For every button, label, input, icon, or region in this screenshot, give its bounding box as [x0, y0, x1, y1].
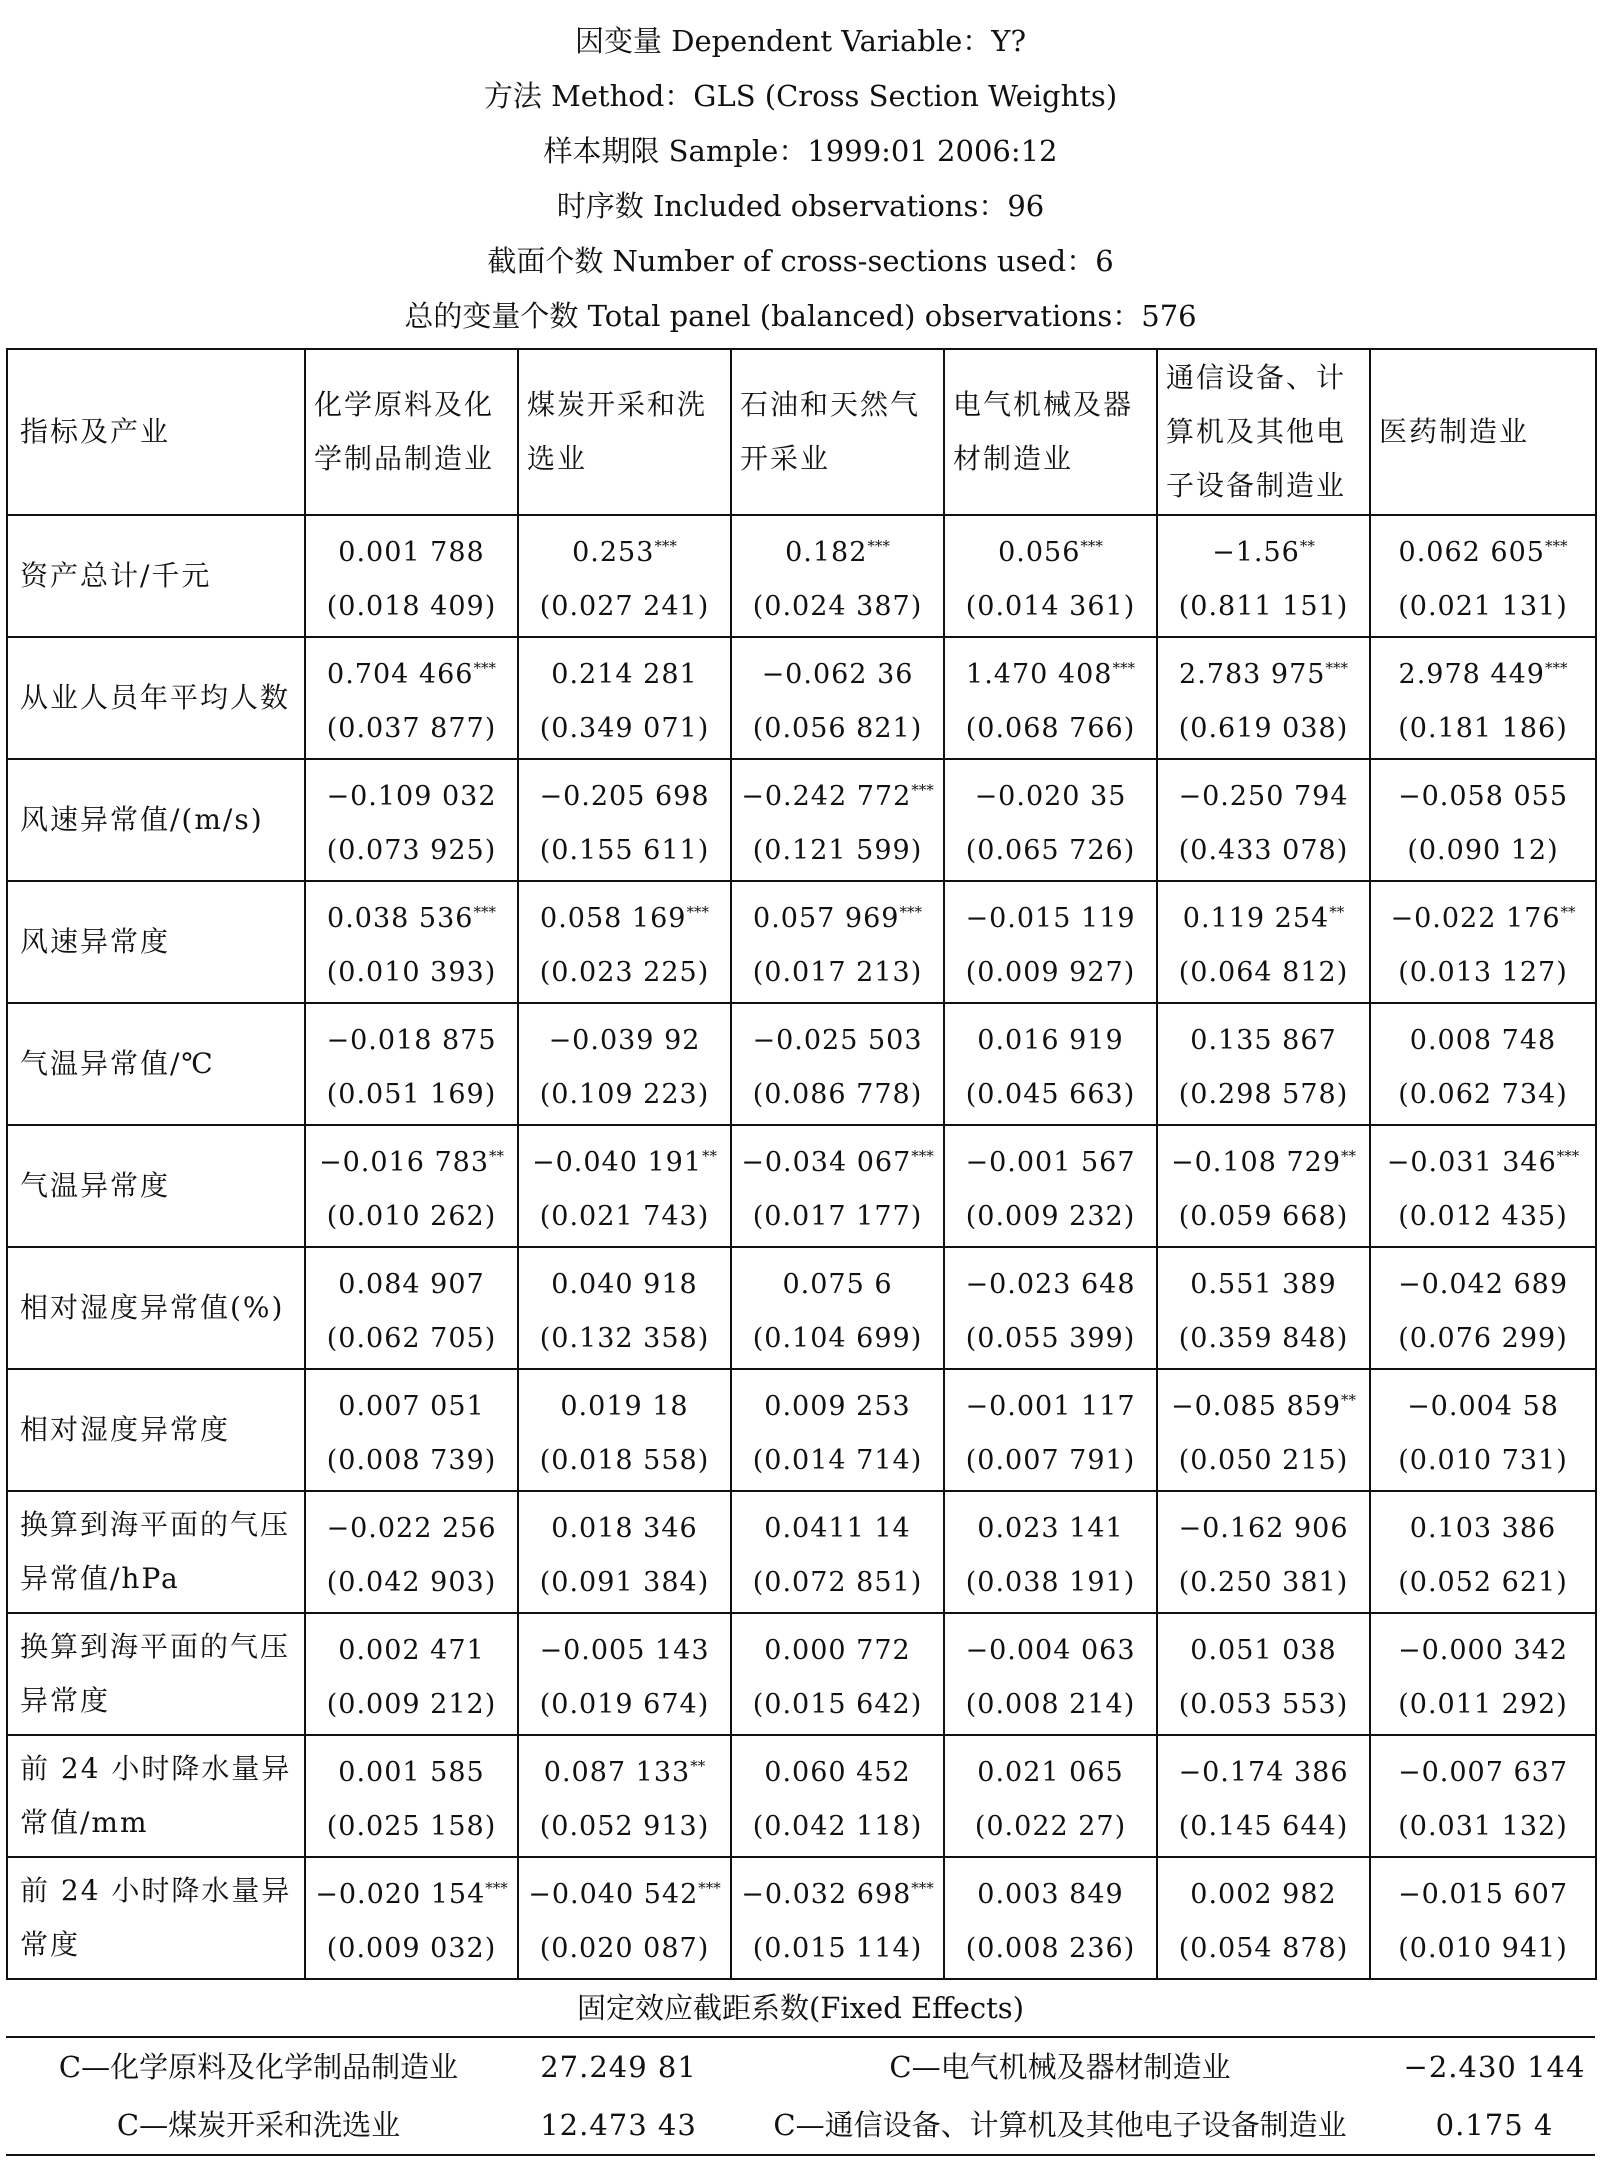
standard-error: (0.109 223): [539, 1078, 710, 1110]
standard-error: (0.015 114): [752, 1932, 923, 1964]
coefficient-cell: [305, 1735, 518, 1857]
row-label: 从业人员年平均人数: [7, 637, 305, 759]
standard-error: (0.073 925): [326, 834, 497, 866]
coefficient-value: 0.023 141: [977, 1512, 1124, 1544]
coefficient-cell: [1370, 1247, 1596, 1369]
coefficient-value: 0.135 867: [1190, 1024, 1337, 1056]
coefficient-cell: [518, 1125, 731, 1247]
coefficient-value: −0.031 346: [1386, 1146, 1557, 1178]
coefficient-cell: [518, 637, 731, 759]
coefficient-value: 0.051 038: [1190, 1634, 1337, 1666]
significance-stars: ***: [654, 536, 677, 555]
table-row: [7, 759, 1596, 881]
coefficient-cell: [1157, 1247, 1370, 1369]
coefficient-value: −0.174 386: [1178, 1756, 1349, 1788]
coefficient-cell: [1370, 1735, 1596, 1857]
row-label: 资产总计/千元: [7, 515, 305, 637]
significance-stars: **: [489, 1146, 505, 1165]
standard-error: (0.065 726): [965, 834, 1136, 866]
standard-error: (0.053 553): [1178, 1688, 1349, 1720]
standard-error: (0.013 127): [1398, 956, 1568, 988]
significance-stars: **: [1299, 536, 1315, 555]
standard-error: (0.090 12): [1407, 834, 1559, 866]
significance-stars: ***: [1556, 1146, 1580, 1165]
column-header: 化学原料及化学制品制造业: [305, 349, 518, 515]
standard-error: (0.009 032): [326, 1932, 497, 1964]
coefficient-value: −0.007 637: [1397, 1756, 1569, 1788]
header-line: 因变量 Dependent Variable：Y?: [574, 24, 1026, 58]
significance-stars: ***: [911, 1146, 934, 1165]
coefficient-value: −0.039 92: [548, 1024, 701, 1056]
coefficient-value: 0.056: [998, 536, 1081, 568]
coefficient-cell: [305, 881, 518, 1003]
coefficient-value: 0.084 907: [338, 1268, 485, 1300]
coefficient-cell: [305, 1125, 518, 1247]
standard-error: (0.091 384): [539, 1566, 710, 1598]
coefficient-value: −0.062 36: [761, 658, 914, 690]
coefficient-value: 0.008 748: [1409, 1024, 1557, 1056]
standard-error: (0.017 177): [752, 1200, 923, 1232]
significance-stars: ***: [911, 780, 934, 799]
standard-error: (0.031 132): [1398, 1810, 1568, 1842]
intercept-value: 0.175 4: [1435, 2108, 1554, 2142]
significance-stars: ***: [1544, 658, 1568, 677]
row-label: 相对湿度异常值(%): [7, 1247, 305, 1369]
coefficient-value: 0.001 585: [338, 1756, 485, 1788]
standard-error: (0.056 821): [752, 712, 923, 744]
coefficient-value: 0.021 065: [977, 1756, 1124, 1788]
table-row: [7, 1857, 1596, 1979]
coefficient-value: −0.000 342: [1397, 1634, 1569, 1666]
standard-error: (0.298 578): [1178, 1078, 1349, 1110]
row-label: 换算到海平面的气压异常度: [7, 1613, 305, 1735]
coefficient-cell: [518, 1003, 731, 1125]
coefficient-cell: [1370, 1003, 1596, 1125]
coefficient-value: 0.000 772: [764, 1634, 911, 1666]
coefficient-value: 0.002 982: [1190, 1878, 1337, 1910]
significance-stars: **: [1329, 902, 1345, 921]
significance-stars: **: [702, 1146, 718, 1165]
industry-label: C—化学原料及化学制品制造业: [58, 2050, 459, 2084]
coefficient-cell: [1157, 1125, 1370, 1247]
significance-stars: **: [1560, 902, 1576, 921]
coefficient-value: 0.009 253: [764, 1390, 911, 1422]
standard-error: (0.055 399): [965, 1322, 1136, 1354]
standard-error: (0.104 699): [752, 1322, 923, 1354]
coefficient-value: −0.042 689: [1397, 1268, 1569, 1300]
coefficient-value: 0.182: [785, 536, 868, 568]
coefficient-value: 2.978 449: [1398, 658, 1545, 690]
standard-error: (0.021 743): [539, 1200, 710, 1232]
standard-error: (0.349 071): [539, 712, 710, 744]
significance-stars: ***: [1325, 658, 1348, 677]
coefficient-cell: [305, 1003, 518, 1125]
standard-error: (0.811 151): [1178, 590, 1349, 622]
coefficient-value: −0.032 698: [741, 1878, 912, 1910]
table-bottom-rule: [6, 2154, 1595, 2156]
standard-error: (0.052 913): [539, 1810, 710, 1842]
coefficient-cell: [731, 1247, 944, 1369]
coefficient-cell: [1157, 637, 1370, 759]
standard-error: (0.017 213): [752, 956, 923, 988]
coefficient-value: 0.075 6: [782, 1268, 893, 1300]
standard-error: (0.015 642): [752, 1688, 923, 1720]
coefficient-value: −0.025 503: [752, 1024, 923, 1056]
coefficient-cell: [731, 1125, 944, 1247]
standard-error: (0.132 358): [539, 1322, 710, 1354]
significance-stars: ***: [485, 1878, 508, 1897]
coefficient-cell: [1157, 1003, 1370, 1125]
standard-error: (0.022 27): [974, 1810, 1127, 1842]
significance-stars: ***: [473, 658, 496, 677]
coefficient-cell: [518, 1857, 731, 1979]
coefficient-cell: [944, 881, 1157, 1003]
significance-stars: ***: [1544, 536, 1568, 555]
standard-error: (0.059 668): [1178, 1200, 1349, 1232]
coefficient-value: 0.057 969: [753, 902, 900, 934]
standard-error: (0.008 739): [326, 1444, 497, 1476]
coefficient-cell: [518, 881, 731, 1003]
standard-error: (0.433 078): [1178, 834, 1349, 866]
coefficient-value: 0.062 605: [1398, 536, 1545, 568]
table-row: [7, 1491, 1596, 1613]
significance-stars: ***: [1080, 536, 1103, 555]
coefficient-cell: [731, 1857, 944, 1979]
coefficient-value: 0.103 386: [1409, 1512, 1557, 1544]
standard-error: (0.121 599): [752, 834, 923, 866]
coefficient-cell: [518, 1735, 731, 1857]
coefficient-value: −0.023 648: [965, 1268, 1136, 1300]
coefficient-cell: [731, 1491, 944, 1613]
standard-error: (0.076 299): [1398, 1322, 1568, 1354]
coefficient-cell: [944, 1857, 1157, 1979]
coefficient-cell: [305, 515, 518, 637]
standard-error: (0.042 118): [752, 1810, 923, 1842]
coefficient-value: 0.007 051: [338, 1390, 485, 1422]
fixed-effects-title: 固定效应截距系数(Fixed Effects): [6, 1980, 1595, 2038]
column-header: 电气机械及器材制造业: [944, 349, 1157, 515]
standard-error: (0.068 766): [965, 712, 1136, 744]
coefficient-value: −0.015 607: [1397, 1878, 1569, 1910]
column-header: 煤炭开采和洗选业: [518, 349, 731, 515]
regression-header: [6, 14, 1595, 344]
coefficient-value: −1.56: [1212, 536, 1300, 568]
standard-error: (0.062 705): [326, 1322, 497, 1354]
significance-stars: **: [1341, 1390, 1357, 1409]
coefficient-value: 0.019 18: [560, 1390, 689, 1422]
fixed-effects-rows: [6, 2038, 1595, 2156]
coefficient-value: 0.214 281: [551, 658, 698, 690]
coefficient-cell: [1370, 637, 1596, 759]
coefficient-value: 0.038 536: [327, 902, 474, 934]
significance-stars: ***: [473, 902, 496, 921]
coefficient-cell: [1157, 1491, 1370, 1613]
coefficient-cell: [944, 759, 1157, 881]
coefficient-cell: [944, 1125, 1157, 1247]
coefficient-value: −0.022 176: [1390, 902, 1561, 934]
column-header: 医药制造业: [1370, 349, 1596, 515]
standard-error: (0.042 903): [326, 1566, 497, 1598]
standard-error: (0.018 558): [539, 1444, 710, 1476]
coefficient-cell: [305, 1247, 518, 1369]
significance-stars: **: [690, 1756, 706, 1775]
standard-error: (0.009 927): [965, 956, 1136, 988]
coefficient-value: 0.003 849: [977, 1878, 1124, 1910]
table-row: [7, 1003, 1596, 1125]
coefficient-value: −0.015 119: [965, 902, 1136, 934]
industry-label: C—电气机械及器材制造业: [889, 2050, 1231, 2084]
coefficient-value: 0.040 918: [551, 1268, 698, 1300]
standard-error: (0.086 778): [752, 1078, 923, 1110]
coefficient-cell: [1157, 515, 1370, 637]
row-label: 风速异常度: [7, 881, 305, 1003]
standard-error: (0.010 731): [1398, 1444, 1568, 1476]
standard-error: (0.012 435): [1398, 1200, 1568, 1232]
coefficient-value: −0.004 58: [1407, 1390, 1559, 1422]
standard-error: (0.062 734): [1398, 1078, 1568, 1110]
coefficient-cell: [944, 1003, 1157, 1125]
standard-error: (0.008 214): [965, 1688, 1136, 1720]
coefficient-cell: [731, 637, 944, 759]
coefficient-value: 0.016 919: [977, 1024, 1124, 1056]
standard-error: (0.359 848): [1178, 1322, 1349, 1354]
coefficient-value: 2.783 975: [1179, 658, 1326, 690]
coefficient-cell: [305, 759, 518, 881]
fixed-effects-row: [6, 2038, 1595, 2096]
coefficient-cell: [944, 515, 1157, 637]
coefficient-value: −0.034 067: [741, 1146, 912, 1178]
coefficient-value: −0.018 875: [326, 1024, 497, 1056]
standard-error: (0.052 621): [1398, 1566, 1568, 1598]
intercept-value: −2.430 144: [1403, 2050, 1586, 2084]
coefficient-cell: [305, 1369, 518, 1491]
table-row: [7, 881, 1596, 1003]
row-label: 相对湿度异常度: [7, 1369, 305, 1491]
standard-error: (0.181 186): [1398, 712, 1568, 744]
coefficient-cell: [1370, 1125, 1596, 1247]
coefficient-cell: [1370, 515, 1596, 637]
row-label: 风速异常值/(m/s): [7, 759, 305, 881]
coefficient-cell: [518, 1491, 731, 1613]
coefficient-value: −0.242 772: [741, 780, 912, 812]
coefficient-value: −0.085 859: [1170, 1390, 1342, 1422]
intercept-value: 27.249 81: [540, 2050, 697, 2084]
coefficient-value: −0.001 567: [965, 1146, 1136, 1178]
coefficient-value: −0.040 191: [531, 1146, 703, 1178]
coefficient-cell: [731, 515, 944, 637]
standard-error: (0.037 877): [326, 712, 497, 744]
coefficient-cell: [518, 515, 731, 637]
coefficient-cell: [731, 881, 944, 1003]
coefficient-cell: [1157, 1857, 1370, 1979]
standard-error: (0.019 674): [539, 1688, 710, 1720]
coefficient-cell: [731, 1003, 944, 1125]
standard-error: (0.024 387): [752, 590, 923, 622]
industry-label: C—煤炭开采和洗选业: [116, 2108, 401, 2142]
standard-error: (0.027 241): [539, 590, 710, 622]
table-row: [7, 1125, 1596, 1247]
significance-stars: ***: [911, 1878, 934, 1897]
table-row: [7, 1247, 1596, 1369]
coefficient-cell: [1157, 1369, 1370, 1491]
table-body: [7, 515, 1596, 1979]
standard-error: (0.064 812): [1178, 956, 1349, 988]
coefficient-value: −0.020 154: [315, 1878, 486, 1910]
coefficient-value: 0.018 346: [551, 1512, 698, 1544]
coefficient-value: −0.162 906: [1178, 1512, 1349, 1544]
standard-error: (0.051 169): [326, 1078, 497, 1110]
header-line: 截面个数 Number of cross-sections used：6: [487, 244, 1114, 278]
column-header: 通信设备、计算机及其他电子设备制造业: [1157, 349, 1370, 515]
coefficient-value: 0.551 389: [1190, 1268, 1337, 1300]
standard-error: (0.619 038): [1178, 712, 1349, 744]
coefficient-cell: [944, 1735, 1157, 1857]
coefficient-value: −0.004 063: [965, 1634, 1136, 1666]
coefficient-value: 0.060 452: [764, 1756, 911, 1788]
standard-error: (0.021 131): [1398, 590, 1568, 622]
intercept-value: 12.473 43: [540, 2108, 697, 2142]
coefficient-cell: [305, 1491, 518, 1613]
coefficient-value: −0.109 032: [326, 780, 497, 812]
coefficient-value: 0.119 254: [1182, 902, 1330, 934]
coefficient-cell: [1157, 881, 1370, 1003]
significance-stars: ***: [867, 536, 890, 555]
fixed-effects-row: [6, 2096, 1595, 2154]
coefficient-value: −0.040 542: [528, 1878, 699, 1910]
coefficient-cell: [1370, 1857, 1596, 1979]
coefficient-value: 0.001 788: [338, 536, 485, 568]
header-line: 样本期限 Sample：1999:01 2006:12: [543, 134, 1058, 168]
standard-error: (0.155 611): [539, 834, 710, 866]
coefficient-value: −0.016 783: [318, 1146, 490, 1178]
coefficient-cell: [944, 1613, 1157, 1735]
header-line: 时序数 Included observations：96: [556, 189, 1045, 223]
header-line: 总的变量个数 Total panel (balanced) observations：576: [404, 299, 1197, 333]
coefficient-value: −0.001 117: [965, 1390, 1136, 1422]
standard-error: (0.011 292): [1398, 1688, 1568, 1720]
coefficient-cell: [1370, 759, 1596, 881]
standard-error: (0.014 714): [752, 1444, 923, 1476]
header-line: 方法 Method：GLS (Cross Section Weights): [483, 79, 1118, 113]
significance-stars: **: [1341, 1146, 1357, 1165]
table-row: [7, 1735, 1596, 1857]
coefficient-value: 0.087 133: [543, 1756, 691, 1788]
coefficient-cell: [1157, 1613, 1370, 1735]
standard-error: (0.018 409): [326, 590, 497, 622]
coefficient-cell: [305, 637, 518, 759]
significance-stars: ***: [1112, 658, 1135, 677]
standard-error: (0.020 087): [539, 1932, 710, 1964]
coefficient-cell: [518, 759, 731, 881]
coefficient-cell: [518, 1369, 731, 1491]
standard-error: (0.038 191): [965, 1566, 1136, 1598]
table-header-row: [7, 349, 1596, 515]
standard-error: (0.054 878): [1178, 1932, 1349, 1964]
significance-stars: ***: [899, 902, 922, 921]
coefficient-value: −0.108 729: [1170, 1146, 1342, 1178]
coefficient-cell: [1370, 1613, 1596, 1735]
coefficient-value: −0.058 055: [1397, 780, 1569, 812]
standard-error: (0.145 644): [1178, 1810, 1349, 1842]
standard-error: (0.045 663): [965, 1078, 1136, 1110]
coefficient-value: −0.005 143: [539, 1634, 710, 1666]
table-row: [7, 515, 1596, 637]
significance-stars: ***: [698, 1878, 721, 1897]
standard-error: (0.009 212): [326, 1688, 497, 1720]
coefficient-cell: [518, 1613, 731, 1735]
coefficient-cell: [1370, 881, 1596, 1003]
coefficient-cell: [944, 637, 1157, 759]
coefficient-value: −0.020 35: [974, 780, 1127, 812]
standard-error: (0.010 262): [326, 1200, 497, 1232]
industry-label: C—通信设备、计算机及其他电子设备制造业: [773, 2108, 1347, 2142]
standard-error: (0.009 232): [965, 1200, 1136, 1232]
coefficient-cell: [518, 1247, 731, 1369]
table-row: [7, 637, 1596, 759]
standard-error: (0.250 381): [1178, 1566, 1349, 1598]
column-header: 指标及产业: [7, 349, 305, 515]
row-label: 气温异常度: [7, 1125, 305, 1247]
coefficient-cell: [1157, 1735, 1370, 1857]
coefficient-value: −0.250 794: [1178, 780, 1349, 812]
column-header: 石油和天然气开采业: [731, 349, 944, 515]
significance-stars: ***: [686, 902, 709, 921]
standard-error: (0.072 851): [752, 1566, 923, 1598]
standard-error: (0.008 236): [965, 1932, 1136, 1964]
standard-error: (0.014 361): [965, 590, 1136, 622]
coefficient-cell: [731, 759, 944, 881]
row-label: 气温异常值/℃: [7, 1003, 305, 1125]
coefficient-value: 0.253: [572, 536, 655, 568]
row-label: 换算到海平面的气压异常值/hPa: [7, 1491, 305, 1613]
coefficient-value: 0.058 169: [540, 902, 687, 934]
standard-error: (0.010 393): [326, 956, 497, 988]
coefficient-value: 0.0411 14: [764, 1512, 911, 1544]
row-label: 前 24 小时降水量异常度: [7, 1857, 305, 1979]
coefficient-value: 0.002 471: [338, 1634, 485, 1666]
standard-error: (0.010 941): [1398, 1932, 1568, 1964]
coefficient-cell: [305, 1613, 518, 1735]
coefficient-cell: [944, 1247, 1157, 1369]
coefficient-value: 1.470 408: [966, 658, 1113, 690]
standard-error: (0.023 225): [539, 956, 710, 988]
coefficient-value: 0.704 466: [327, 658, 474, 690]
coefficient-value: −0.022 256: [326, 1512, 497, 1544]
coefficient-cell: [944, 1369, 1157, 1491]
table-row: [7, 1369, 1596, 1491]
coefficient-cell: [1370, 1369, 1596, 1491]
coefficient-cell: [731, 1735, 944, 1857]
row-label: 前 24 小时降水量异常值/mm: [7, 1735, 305, 1857]
standard-error: (0.050 215): [1178, 1444, 1349, 1476]
coefficient-cell: [731, 1613, 944, 1735]
table-row: [7, 1613, 1596, 1735]
coefficient-cell: [944, 1491, 1157, 1613]
coefficient-cell: [731, 1369, 944, 1491]
standard-error: (0.007 791): [965, 1444, 1136, 1476]
coefficient-cell: [1157, 759, 1370, 881]
coefficient-value: −0.205 698: [539, 780, 710, 812]
coefficient-cell: [305, 1857, 518, 1979]
standard-error: (0.025 158): [326, 1810, 497, 1842]
regression-table: [6, 348, 1597, 1980]
coefficient-cell: [1370, 1491, 1596, 1613]
